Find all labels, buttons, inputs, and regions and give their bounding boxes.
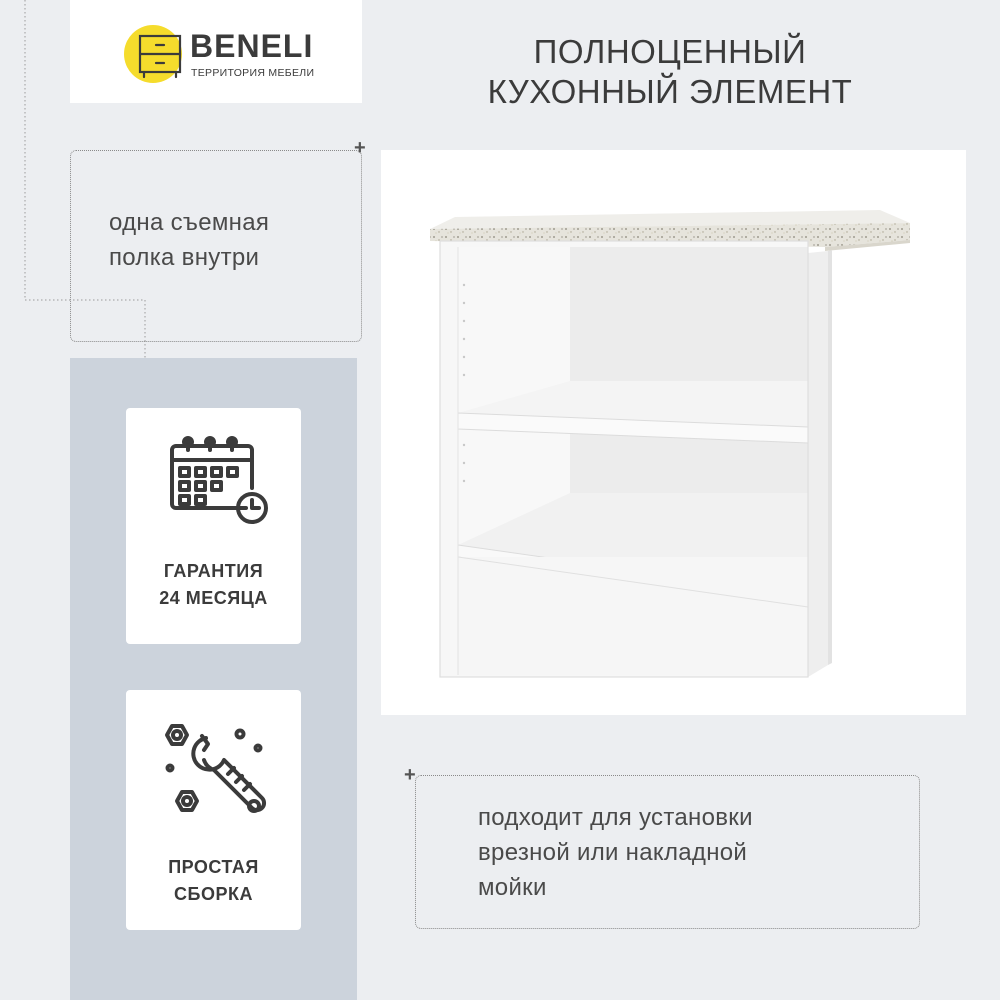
plus-marker-top: + [354,137,366,159]
assembly-card [126,690,301,930]
sink-callout [415,775,920,929]
warranty-label-line-2: 24 МЕСЯЦА [159,588,268,608]
shelf-callout-line-2: полка внутри [109,244,260,271]
brand-tagline: ТЕРРИТОРИЯ МЕБЕЛИ [191,67,315,79]
sink-callout-text [478,800,753,905]
wrench-bolts-icon [158,718,274,830]
page-title [440,32,900,112]
assembly-label [126,854,301,908]
sink-callout-line-3: мойки [478,874,547,901]
page-title-line-2: КУХОННЫЙ ЭЛЕМЕНТ [487,73,853,110]
assembly-label-line-2: СБОРКА [174,884,253,904]
sink-callout-line-2: врезной или накладной [478,839,748,866]
brand-name: BENELI [190,28,314,64]
warranty-label [126,558,301,612]
kitchen-cabinet-image [420,195,920,685]
warranty-label-line-1: ГАРАНТИЯ [163,561,264,581]
plus-marker-bottom: + [404,764,416,786]
assembly-label-line-1: ПРОСТАЯ [168,857,259,877]
calendar-clock-icon [166,436,276,532]
shelf-callout-line-1: одна съемная [109,209,270,236]
warranty-card [126,408,301,644]
page-title-line-1: ПОЛНОЦЕННЫЙ [533,33,807,70]
shelf-callout-text [109,205,269,275]
shelf-callout [70,150,362,342]
sink-callout-line-1: подходит для установки [478,804,753,831]
